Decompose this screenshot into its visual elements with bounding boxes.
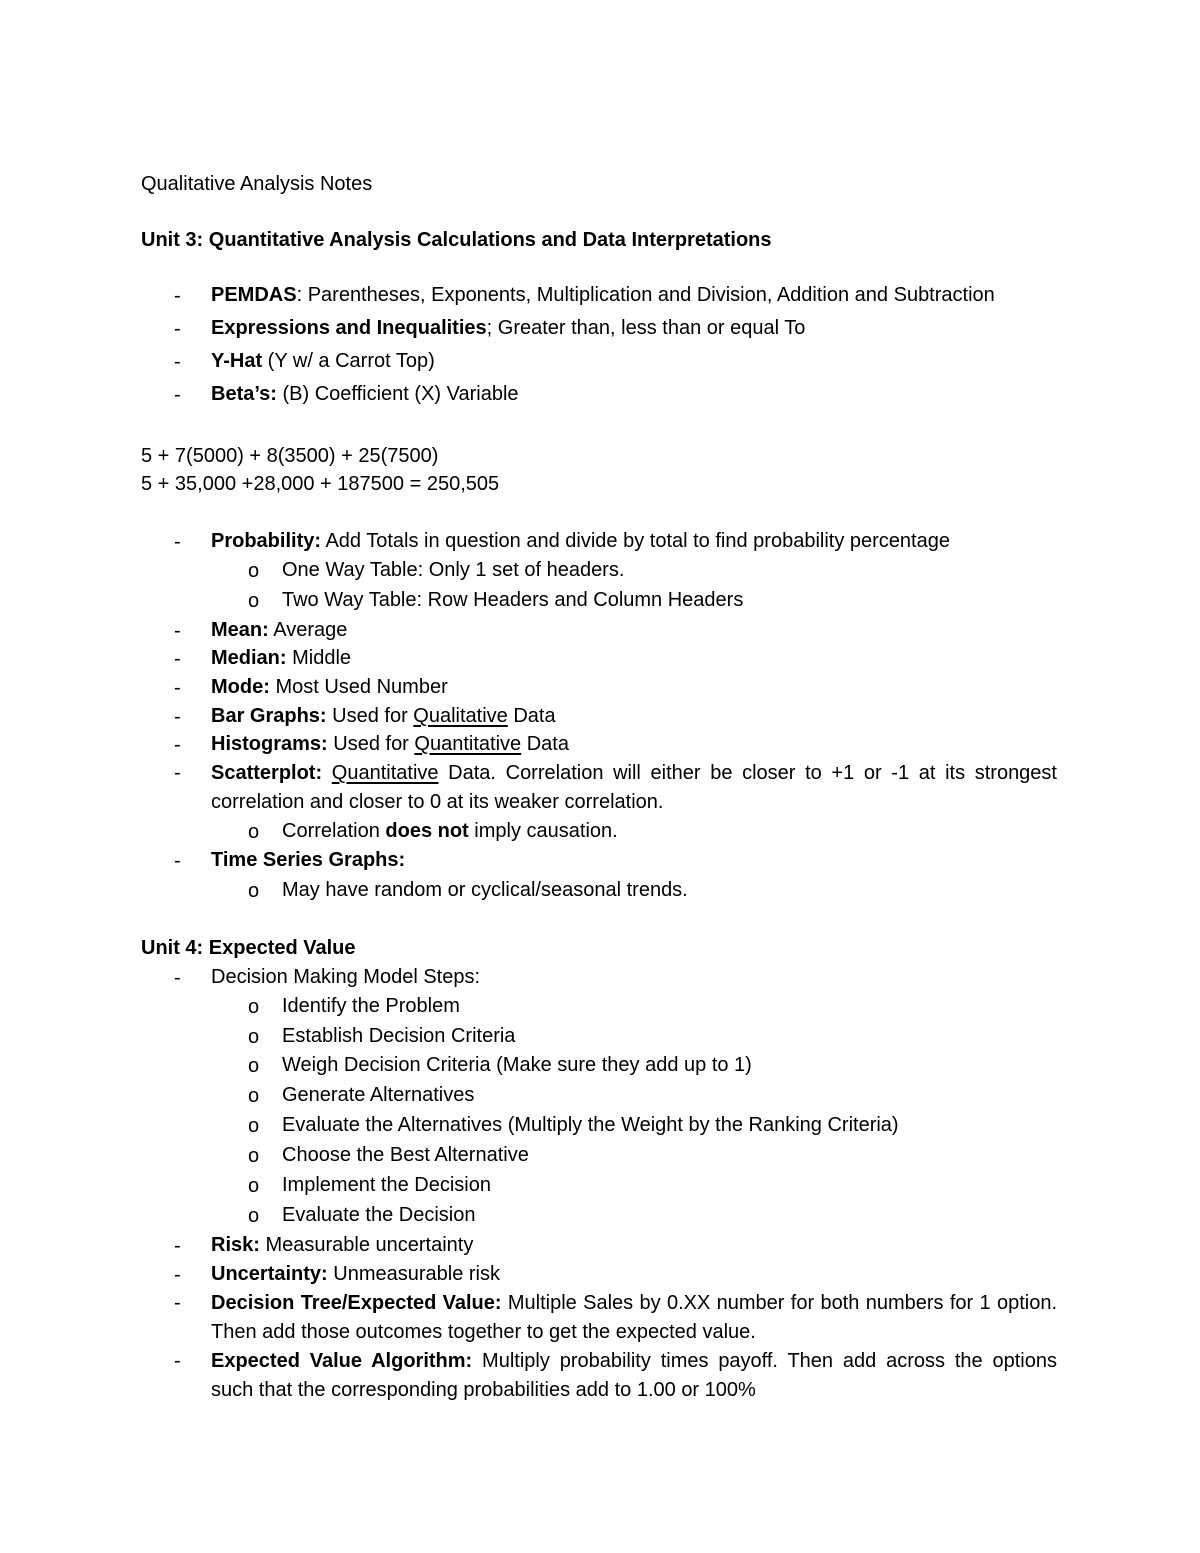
bullet-circle: o xyxy=(248,1175,260,1197)
bullet-circle: o xyxy=(248,996,260,1018)
ev-algorithm-item: Expected Value Algorithm: Multiply probability times payoff. Then add across the options such that the corresponding probabilities add to 1.00 or 100% xyxy=(211,1350,1057,1401)
scatterplot-item: Scatterplot: Quantitative Data. Correlation will either be closer to +1 or -1 at its strongest correlation and closer to 0 at its weaker correlation. xyxy=(211,762,1057,813)
bullet-dash: - xyxy=(174,531,181,553)
document-title: Qualitative Analysis Notes xyxy=(141,173,373,195)
step-item: Choose the Best Alternative xyxy=(282,1144,529,1166)
bullet-circle: o xyxy=(248,590,260,612)
probability-item: Probability: Add Totals in question and divide by total to find probability percentage xyxy=(211,530,950,552)
expressions-item: Expressions and Inequalities; Greater than, less than or equal To xyxy=(211,317,806,339)
bullet-dash: - xyxy=(174,648,181,670)
bullet-dash: - xyxy=(174,762,181,784)
pemdas-item: PEMDAS: Parentheses, Exponents, Multiplication and Division, Addition and Subtraction xyxy=(211,284,995,306)
bullet-dash: - xyxy=(174,1350,181,1372)
correlation-note-item: Correlation does not imply causation. xyxy=(282,820,618,842)
bullet-circle: o xyxy=(248,1026,260,1048)
two-way-table-item: Two Way Table: Row Headers and Column Headers xyxy=(282,589,744,611)
step-item: Establish Decision Criteria xyxy=(282,1025,516,1047)
bullet-circle: o xyxy=(248,560,260,582)
bar-graphs-item: Bar Graphs: Used for Qualitative Data xyxy=(211,705,556,727)
median-item: Median: Middle xyxy=(211,647,352,669)
bullet-dash: - xyxy=(174,318,181,340)
bullet-dash: - xyxy=(174,285,181,307)
unit3-heading: Unit 3: Quantitative Analysis Calculations and Data Interpretations xyxy=(141,229,772,251)
bullet-dash: - xyxy=(174,706,181,728)
bullet-circle: o xyxy=(248,1205,260,1227)
step-item: Identify the Problem xyxy=(282,995,460,1017)
bullet-circle: o xyxy=(248,1055,260,1077)
step-item: Implement the Decision xyxy=(282,1174,491,1196)
step-item: Evaluate the Decision xyxy=(282,1204,476,1226)
bullet-dash: - xyxy=(174,734,181,756)
histograms-item: Histograms: Used for Quantitative Data xyxy=(211,733,569,755)
step-item: Evaluate the Alternatives (Multiply the Weight by the Ranking Criteria) xyxy=(282,1114,899,1136)
bullet-circle: o xyxy=(248,1115,260,1137)
yhat-item: Y-Hat (Y w/ a Carrot Top) xyxy=(211,350,435,372)
decision-tree-item: Decision Tree/Expected Value: Multiple Sales by 0.XX number for both numbers for 1 option. Then add those outcomes together to get the expected value. xyxy=(211,1292,1058,1343)
mode-item: Mode: Most Used Number xyxy=(211,676,448,698)
bullet-circle: o xyxy=(248,1145,260,1167)
step-item: Weigh Decision Criteria (Make sure they add up to 1) xyxy=(282,1054,752,1076)
bullet-dash: - xyxy=(174,384,181,406)
bullet-dash: - xyxy=(174,677,181,699)
equation-line: 5 + 7(5000) + 8(3500) + 25(7500) xyxy=(141,445,439,467)
one-way-table-item: One Way Table: Only 1 set of headers. xyxy=(282,559,625,581)
step-item: Generate Alternatives xyxy=(282,1084,475,1106)
equation-line: 5 + 35,000 +28,000 + 187500 = 250,505 xyxy=(141,473,500,495)
unit4-heading: Unit 4: Expected Value xyxy=(141,937,356,959)
betas-item: Beta’s: (B) Coefficient (X) Variable xyxy=(211,383,519,405)
bullet-circle: o xyxy=(248,1085,260,1107)
bullet-circle: o xyxy=(248,821,260,843)
decision-model-item: Decision Making Model Steps: xyxy=(211,966,481,988)
uncertainty-item: Uncertainty: Unmeasurable risk xyxy=(211,1263,500,1285)
bullet-dash: - xyxy=(174,850,181,872)
bullet-dash: - xyxy=(174,1292,181,1314)
bullet-dash: - xyxy=(174,620,181,642)
risk-item: Risk: Measurable uncertainty xyxy=(211,1234,474,1256)
bullet-dash: - xyxy=(174,967,181,989)
bullet-dash: - xyxy=(174,351,181,373)
bullet-circle: o xyxy=(248,880,260,902)
bullet-dash: - xyxy=(174,1235,181,1257)
bullet-dash: - xyxy=(174,1264,181,1286)
mean-item: Mean: Average xyxy=(211,619,348,641)
time-series-sub-item: May have random or cyclical/seasonal trends. xyxy=(282,879,688,901)
time-series-item: Time Series Graphs: xyxy=(211,849,406,871)
